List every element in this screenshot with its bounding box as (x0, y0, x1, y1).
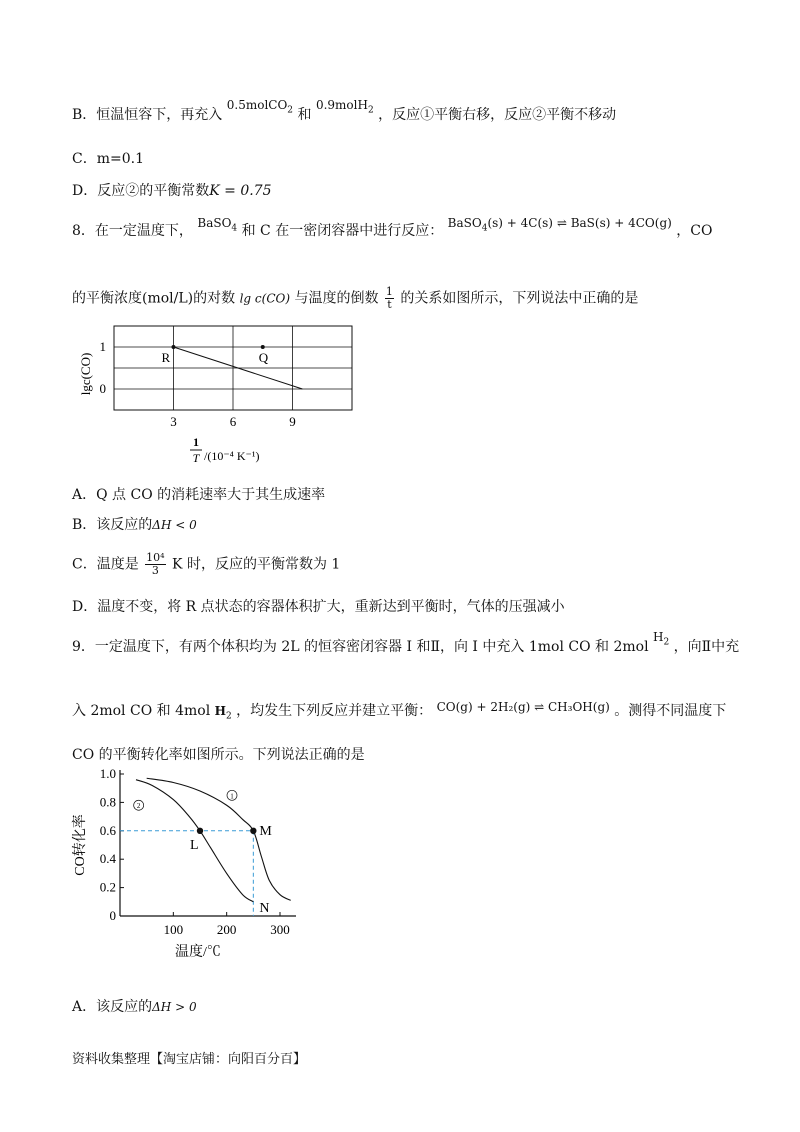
chart1-x-label-den: T (192, 451, 200, 465)
chart2-point-label-l: L (190, 837, 199, 853)
q8-eq-arrow: ⇌ (556, 216, 567, 230)
chart1-x-tick-0: 3 (170, 414, 177, 429)
chart2-x-tick-1: 200 (216, 922, 237, 937)
q8-eq-right: BaS(s) + 4CO(g) (570, 216, 672, 230)
chart2-y-tick-3: 0.6 (99, 822, 116, 838)
chart2-x-tick-0: 100 (163, 922, 184, 937)
option-b-prev (72, 98, 617, 125)
chart2-y-tick-5: 1.0 (99, 766, 116, 781)
option-d-formula: K = 0.75 (209, 183, 272, 199)
q8-line1 (72, 216, 713, 241)
chart1-point-r (172, 345, 176, 349)
chart2-y-tick-4: 0.8 (99, 794, 116, 810)
chart1-x-label-unit: /(10⁻⁴ K⁻¹) (204, 449, 260, 463)
chart-co-conversion-vs-temperature (66, 764, 306, 964)
chart2-point-m (250, 828, 256, 834)
q9-line1-h2 (653, 630, 670, 648)
q8-reactant-sub: 4 (231, 223, 238, 234)
chart1-x-tick-2: 9 (289, 414, 296, 429)
chart2-series-1-label: 1 (230, 792, 234, 801)
q8-prefix: 8．在一定温度下， (72, 223, 193, 239)
q8-option-b-formula: ΔH < 0 (152, 518, 197, 532)
chart2-y-tick-2: 0.4 (99, 851, 116, 867)
q8-log-expr: lg c(CO) (239, 291, 291, 306)
q8-frac-num: 1 (385, 285, 393, 298)
q8-option-d: D．温度不变，将 R 点状态的容器体积扩大，重新达到平衡时，气体的压强减小 (72, 599, 565, 615)
chart2-x-label: 温度/℃ (175, 945, 221, 960)
option-b-amount1 (226, 98, 294, 116)
amount1-text: 0.5molCO (226, 98, 288, 112)
chart1-x-tick-1: 6 (229, 414, 237, 429)
q9-line1-prefix: 9．一定温度下，有两个体积均为 2L 的恒容密闭容器 Ⅰ 和Ⅱ，向 Ⅰ 中充入 1mol CO 和 2mol (72, 639, 649, 655)
q9-line1-suffix: ，向Ⅱ中充 (673, 639, 740, 655)
chart-lgco-vs-inverse-t (70, 318, 370, 468)
q8-line2-suffix: 的关系如图所示，下列说法中正确的是 (400, 290, 639, 307)
option-b-amount2 (315, 98, 374, 116)
q8-reactant-text: BaSO (197, 216, 232, 230)
q9-line2-suffix: 。测得不同温度下 (614, 703, 727, 719)
q8-option-c-prefix: C．温度是 (72, 556, 139, 573)
chart2-point-label-m: M (259, 823, 272, 839)
amount2-text: 0.9molH (315, 98, 368, 112)
q9-line1-h2-sub: 2 (663, 637, 670, 648)
chart2-series-2-label: 2 (136, 802, 141, 811)
chart2-y-label: CO转化率 (73, 814, 88, 876)
chart1-y-tick-0: 0 (99, 381, 106, 396)
q8-option-c-fraction (145, 552, 165, 577)
chart1-point-label-r: R (161, 350, 171, 365)
q8-frac-den: t (387, 298, 392, 311)
q8-option-c-den: 3 (151, 564, 159, 577)
option-b-prefix: B．恒温恒容下，再充入 (72, 107, 223, 123)
q8-line2-mid: 与温度的倒数 (294, 290, 379, 307)
chart2-point-l (197, 828, 203, 834)
q8-option-c-suffix: K 时，反应的平衡常数为 1 (172, 556, 341, 573)
amount1-sub: 2 (287, 105, 294, 116)
q8-eq-left-sub: 4 (481, 223, 488, 234)
q9-line2-h2 (214, 704, 232, 722)
option-d-prev (72, 180, 272, 200)
option-b-conj: 和 (297, 107, 312, 123)
q9-line1 (72, 630, 740, 657)
option-c-prev: C．m=0.1 (72, 151, 144, 167)
q8-line2 (72, 286, 638, 311)
option-d-text: D．反应②的平衡常数 (72, 183, 210, 199)
q9-line2-mid: ，均发生下列反应并建立平衡： (236, 703, 433, 719)
q9-option-a (72, 996, 197, 1016)
chart2-series-line-1 (147, 778, 291, 900)
q9-line2-h2-text: H (214, 704, 226, 718)
option-b-suffix: ，反应①平衡右移，反应②平衡不移动 (378, 107, 617, 123)
q9-equation: CO(g) + 2H₂(g) ⇌ CH₃OH(g) (436, 700, 610, 714)
chart1-point-label-q: Q (258, 350, 269, 365)
q9-line2 (72, 700, 726, 721)
chart2-y-tick-0: 0 (109, 908, 116, 923)
chart1-x-label-num: 1 (193, 435, 199, 449)
q8-eq-left-rest: (s) + 4C(s) (487, 216, 553, 230)
q9-line2-prefix: 入 2mol CO 和 4mol (72, 703, 211, 719)
q9-line2-h2-sub: 2 (225, 711, 232, 722)
chart2-x-tick-2: 300 (270, 922, 290, 937)
q8-option-b (72, 514, 197, 534)
q9-line1-h2-text: H (653, 630, 664, 644)
q8-option-b-text: B．该反应的 (72, 517, 153, 533)
q8-eq-left: BaSO (447, 216, 482, 230)
q8-fraction (385, 286, 394, 311)
chart2-y-tick-1: 0.2 (99, 879, 116, 895)
chart1-y-tick-1: 1 (99, 339, 106, 354)
q9-line3: CO 的平衡转化率如图所示。下列说法正确的是 (72, 747, 365, 763)
chart2-point-label-n: N (259, 900, 270, 916)
footer-source: 资料收集整理【淘宝店铺：向阳百分百】 (72, 1052, 307, 1067)
q9-option-a-text: A．该反应的 (72, 999, 153, 1015)
chart1-y-label: lgc(CO) (78, 352, 93, 396)
amount2-sub: 2 (367, 105, 374, 116)
q8-option-c-num: 10⁴ (146, 551, 165, 564)
chart1-point-q (261, 345, 265, 349)
q8-reactant (197, 216, 238, 234)
q8-mid: 和 C 在一密闭容器中进行反应： (241, 223, 444, 239)
q8-line2-prefix: 的平衡浓度(mol/L)的对数 (72, 290, 236, 307)
q8-suffix: ，CO (676, 223, 713, 239)
q8-option-a: A．Q 点 CO 的消耗速率大于其生成速率 (72, 487, 326, 503)
q8-option-c (72, 552, 340, 577)
q9-option-a-formula: ΔH > 0 (152, 1000, 197, 1014)
q8-equation (447, 216, 672, 234)
